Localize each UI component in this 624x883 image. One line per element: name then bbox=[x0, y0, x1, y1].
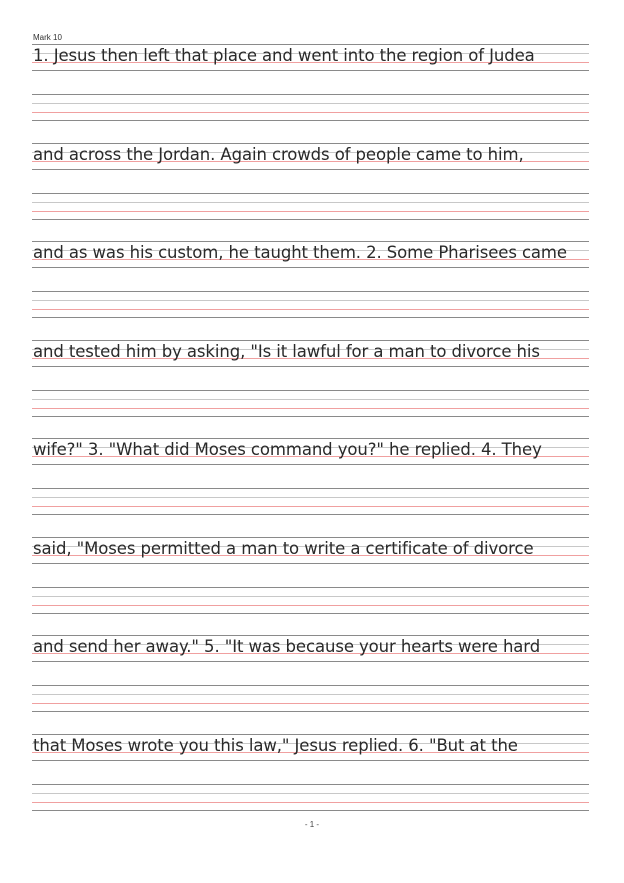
guide-line bbox=[32, 169, 589, 170]
guide-line bbox=[32, 635, 589, 636]
guide-line bbox=[32, 70, 589, 71]
guide-line bbox=[32, 103, 589, 104]
guide-line bbox=[32, 219, 589, 220]
writing-block bbox=[32, 340, 589, 424]
guide-line bbox=[32, 317, 589, 318]
text-line: said, "Moses permitted a man to write a certificate of divorce bbox=[33, 539, 534, 558]
guide-line bbox=[32, 44, 589, 45]
writing-block bbox=[32, 241, 589, 325]
guide-line bbox=[32, 694, 589, 695]
writing-block bbox=[32, 44, 589, 128]
writing-block bbox=[32, 734, 589, 818]
writing-block bbox=[32, 438, 589, 522]
text-line: wife?" 3. "What did Moses command you?" he replied. 4. They bbox=[33, 440, 542, 459]
writing-block bbox=[32, 635, 589, 719]
guide-line bbox=[32, 734, 589, 735]
guide-line bbox=[32, 802, 589, 803]
guide-line bbox=[32, 438, 589, 439]
page-number: - 1 - bbox=[304, 820, 320, 829]
guide-line bbox=[32, 596, 589, 597]
guide-line bbox=[32, 340, 589, 341]
guide-line bbox=[32, 506, 589, 507]
guide-line bbox=[32, 760, 589, 761]
text-line: 1. Jesus then left that place and went into the region of Judea bbox=[33, 46, 535, 65]
guide-line bbox=[32, 193, 589, 194]
guide-line bbox=[32, 784, 589, 785]
guide-line bbox=[32, 605, 589, 606]
guide-line bbox=[32, 488, 589, 489]
guide-line bbox=[32, 267, 589, 268]
guide-line bbox=[32, 514, 589, 515]
text-line: and across the Jordan. Again crowds of people came to him, bbox=[33, 145, 524, 164]
guide-line bbox=[32, 613, 589, 614]
guide-line bbox=[32, 390, 589, 391]
guide-line bbox=[32, 291, 589, 292]
guide-line bbox=[32, 703, 589, 704]
text-line: and send her away." 5. "It was because your hearts were hard bbox=[33, 637, 541, 656]
guide-line bbox=[32, 94, 589, 95]
guide-line bbox=[32, 120, 589, 121]
guide-line bbox=[32, 464, 589, 465]
guide-line bbox=[32, 300, 589, 301]
guide-line bbox=[32, 309, 589, 310]
guide-line bbox=[32, 537, 589, 538]
guide-line bbox=[32, 497, 589, 498]
guide-line bbox=[32, 563, 589, 564]
guide-line bbox=[32, 399, 589, 400]
guide-line bbox=[32, 143, 589, 144]
guide-line bbox=[32, 711, 589, 712]
text-line: and tested him by asking, "Is it lawful for a man to divorce his bbox=[33, 342, 540, 361]
page-header: Mark 10 bbox=[33, 33, 62, 42]
guide-line bbox=[32, 810, 589, 811]
writing-block bbox=[32, 537, 589, 621]
guide-line bbox=[32, 408, 589, 409]
guide-line bbox=[32, 211, 589, 212]
guide-line bbox=[32, 366, 589, 367]
guide-line bbox=[32, 416, 589, 417]
guide-line bbox=[32, 112, 589, 113]
guide-line bbox=[32, 685, 589, 686]
guide-line bbox=[32, 661, 589, 662]
writing-block bbox=[32, 143, 589, 227]
guide-line bbox=[32, 202, 589, 203]
text-line: and as was his custom, he taught them. 2. Some Pharisees came bbox=[33, 243, 567, 262]
guide-line bbox=[32, 793, 589, 794]
guide-line bbox=[32, 241, 589, 242]
text-line: that Moses wrote you this law," Jesus replied. 6. "But at the bbox=[33, 736, 518, 755]
guide-line bbox=[32, 587, 589, 588]
